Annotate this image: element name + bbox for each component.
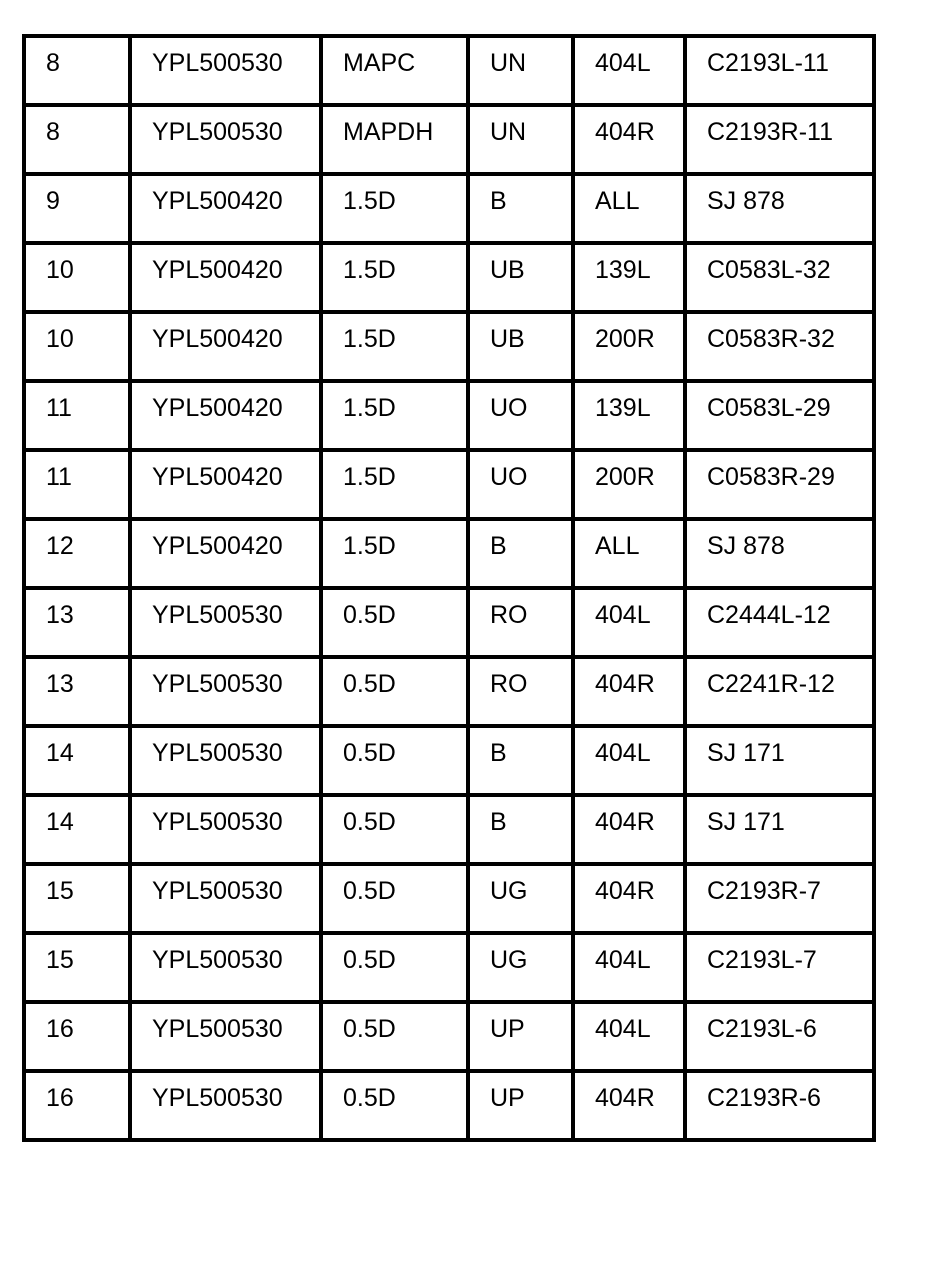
description-cell: 1.5D [321,174,468,243]
part-number-cell: YPL500420 [130,312,321,381]
table-row [24,312,874,381]
table-body [24,36,874,1140]
location-cell: 404L [573,36,685,105]
part-number-cell: YPL500530 [130,105,321,174]
location-cell: ALL [573,519,685,588]
part-number-cell: YPL500530 [130,657,321,726]
part-number-cell: YPL500530 [130,864,321,933]
location-cell: 404R [573,864,685,933]
reference-cell: C0583L-29 [685,381,874,450]
description-cell: 0.5D [321,1071,468,1140]
item-number-cell: 11 [24,381,130,450]
code-cell: B [468,726,573,795]
code-cell: UO [468,450,573,519]
description-cell: 0.5D [321,726,468,795]
description-cell: MAPC [321,36,468,105]
code-cell: RO [468,588,573,657]
table-row [24,1071,874,1140]
parts-table-container [22,34,876,1142]
part-number-cell: YPL500420 [130,243,321,312]
reference-cell: SJ 878 [685,174,874,243]
item-number-cell: 13 [24,657,130,726]
table-row [24,243,874,312]
item-number-cell: 9 [24,174,130,243]
reference-cell: SJ 171 [685,795,874,864]
item-number-cell: 16 [24,1071,130,1140]
location-cell: 200R [573,312,685,381]
location-cell: 404R [573,1071,685,1140]
description-cell: 0.5D [321,795,468,864]
part-number-cell: YPL500420 [130,174,321,243]
code-cell: UN [468,36,573,105]
part-number-cell: YPL500420 [130,519,321,588]
table-row [24,933,874,1002]
part-number-cell: YPL500530 [130,726,321,795]
code-cell: UP [468,1002,573,1071]
reference-cell: SJ 171 [685,726,874,795]
code-cell: B [468,795,573,864]
part-number-cell: YPL500530 [130,36,321,105]
code-cell: B [468,519,573,588]
part-number-cell: YPL500420 [130,381,321,450]
reference-cell: C2193R-11 [685,105,874,174]
description-cell: 1.5D [321,450,468,519]
reference-cell: C2193L-7 [685,933,874,1002]
item-number-cell: 8 [24,105,130,174]
location-cell: 404R [573,657,685,726]
parts-table [22,34,876,1142]
description-cell: 0.5D [321,933,468,1002]
item-number-cell: 15 [24,864,130,933]
description-cell: 0.5D [321,864,468,933]
table-row [24,657,874,726]
location-cell: 139L [573,243,685,312]
item-number-cell: 14 [24,726,130,795]
location-cell: 139L [573,381,685,450]
code-cell: RO [468,657,573,726]
table-row [24,36,874,105]
table-row [24,864,874,933]
item-number-cell: 10 [24,312,130,381]
table-row [24,381,874,450]
code-cell: UG [468,933,573,1002]
code-cell: UG [468,864,573,933]
code-cell: UB [468,243,573,312]
location-cell: 404L [573,588,685,657]
code-cell: UO [468,381,573,450]
location-cell: 404R [573,795,685,864]
reference-cell: C2193L-6 [685,1002,874,1071]
item-number-cell: 14 [24,795,130,864]
code-cell: UN [468,105,573,174]
item-number-cell: 15 [24,933,130,1002]
location-cell: 404L [573,726,685,795]
table-row [24,519,874,588]
description-cell: 0.5D [321,588,468,657]
part-number-cell: YPL500530 [130,588,321,657]
part-number-cell: YPL500530 [130,933,321,1002]
reference-cell: C0583R-32 [685,312,874,381]
table-row [24,795,874,864]
reference-cell: C2193R-7 [685,864,874,933]
part-number-cell: YPL500530 [130,1071,321,1140]
description-cell: 1.5D [321,312,468,381]
location-cell: 404L [573,1002,685,1071]
part-number-cell: YPL500530 [130,1002,321,1071]
item-number-cell: 10 [24,243,130,312]
description-cell: 0.5D [321,1002,468,1071]
item-number-cell: 13 [24,588,130,657]
description-cell: 1.5D [321,519,468,588]
table-row [24,726,874,795]
description-cell: 0.5D [321,657,468,726]
item-number-cell: 8 [24,36,130,105]
description-cell: 1.5D [321,243,468,312]
table-row [24,588,874,657]
description-cell: 1.5D [321,381,468,450]
reference-cell: C0583R-29 [685,450,874,519]
location-cell: 200R [573,450,685,519]
table-row [24,174,874,243]
reference-cell: SJ 878 [685,519,874,588]
table-row [24,1002,874,1071]
code-cell: UB [468,312,573,381]
reference-cell: C2193L-11 [685,36,874,105]
table-row [24,105,874,174]
location-cell: ALL [573,174,685,243]
code-cell: UP [468,1071,573,1140]
reference-cell: C0583L-32 [685,243,874,312]
description-cell: MAPDH [321,105,468,174]
reference-cell: C2444L-12 [685,588,874,657]
item-number-cell: 12 [24,519,130,588]
table-row [24,450,874,519]
location-cell: 404R [573,105,685,174]
item-number-cell: 16 [24,1002,130,1071]
part-number-cell: YPL500420 [130,450,321,519]
reference-cell: C2193R-6 [685,1071,874,1140]
item-number-cell: 11 [24,450,130,519]
reference-cell: C2241R-12 [685,657,874,726]
code-cell: B [468,174,573,243]
part-number-cell: YPL500530 [130,795,321,864]
location-cell: 404L [573,933,685,1002]
